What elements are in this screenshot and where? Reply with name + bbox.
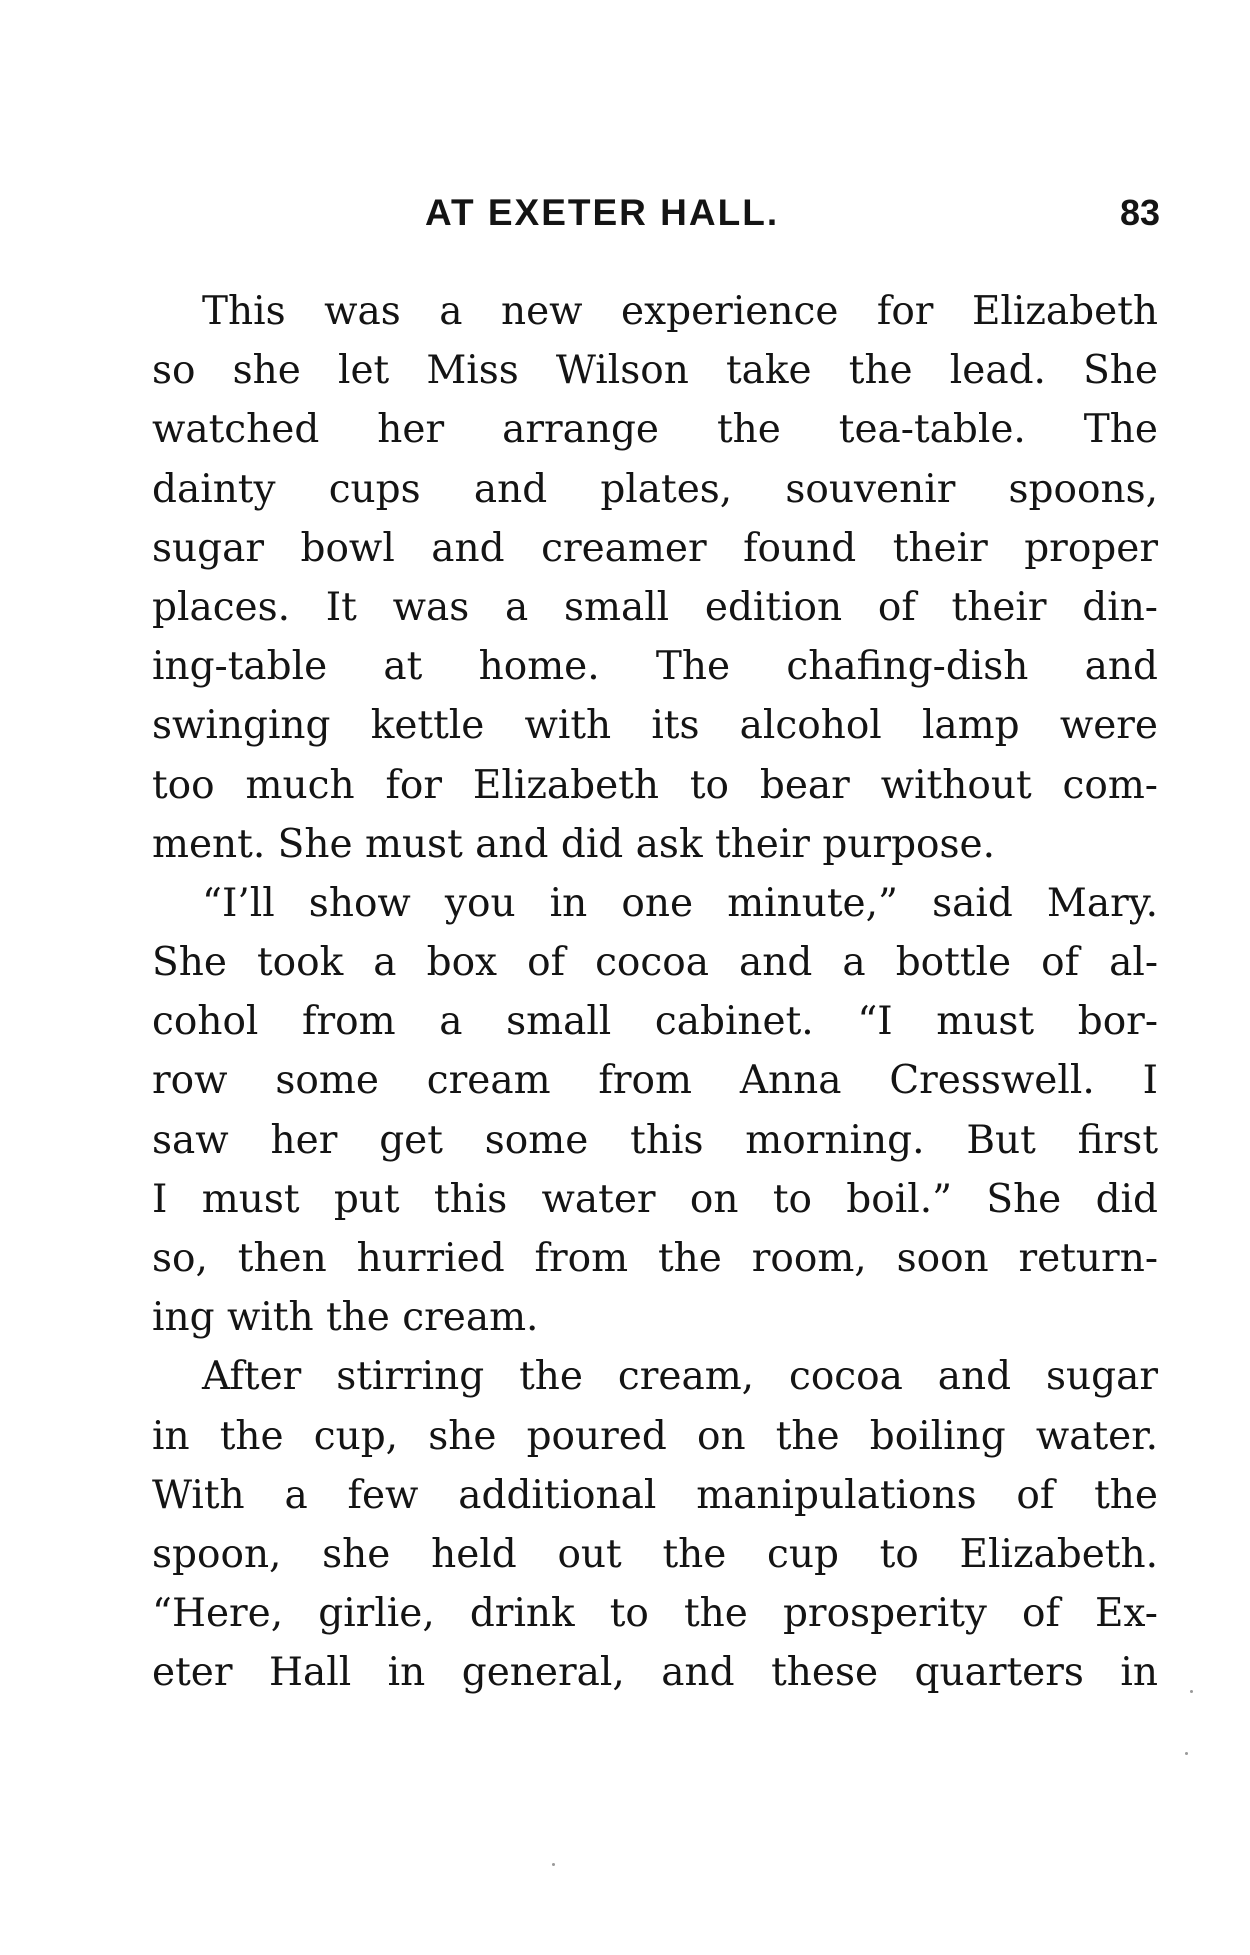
text-line: watched her arrange the tea-table. The	[152, 407, 1158, 453]
text-line: I must put this water on to boil.” She did	[152, 1176, 1158, 1222]
text-line: in the cup, she poured on the boiling water.	[152, 1413, 1158, 1459]
text-line: sugar bowl and creamer found their proper	[152, 525, 1158, 571]
text-line: too much for Elizabeth to bear without com-	[152, 762, 1158, 808]
text-line: places. It was a small edition of their din-	[152, 584, 1158, 630]
paragraph-1	[152, 282, 1158, 874]
paragraph-3	[152, 1347, 1158, 1702]
text-line: row some cream from Anna Cresswell. I	[152, 1058, 1158, 1104]
text-line: After stirring the cream, cocoa and sugar	[202, 1354, 1158, 1400]
text-line: With a few additional manipulations of the	[152, 1472, 1158, 1518]
text-line: ment. She must and did ask their purpose.	[152, 821, 996, 867]
text-line: “Here, girlie, drink to the prosperity of Ex-	[152, 1591, 1158, 1637]
paper-speck	[1185, 1752, 1188, 1755]
paragraph-2	[152, 874, 1158, 1348]
text-line: ing-table at home. The chafing-dish and	[152, 644, 1158, 690]
text-line: cohol from a small cabinet. “I must bor-	[152, 999, 1158, 1045]
text-line: dainty cups and plates, souvenir spoons,	[152, 466, 1158, 512]
body-text	[152, 282, 1158, 1703]
running-title: AT EXETER HALL.	[425, 192, 780, 233]
text-line: She took a box of cocoa and a bottle of al-	[152, 940, 1158, 986]
text-line: spoon, she held out the cup to Elizabeth.	[152, 1531, 1158, 1577]
text-line: ing with the cream.	[152, 1295, 539, 1341]
text-line: so, then hurried from the room, soon return-	[152, 1236, 1158, 1281]
text-line: This was a new experience for Elizabeth	[202, 289, 1158, 334]
paper-speck	[552, 1863, 555, 1866]
text-line: eter Hall in general, and these quarters in	[152, 1650, 1158, 1696]
text-line: “I’ll show you in one minute,” said Mary.	[202, 880, 1158, 926]
text-line: swinging kettle with its alcohol lamp were	[152, 703, 1158, 749]
text-line: so she let Miss Wilson take the lead. She	[152, 348, 1158, 394]
running-head	[150, 188, 1160, 238]
text-line: saw her get some this morning. But first	[152, 1117, 1158, 1163]
page-number: 83	[1119, 192, 1160, 233]
paper-speck	[1190, 1690, 1193, 1693]
